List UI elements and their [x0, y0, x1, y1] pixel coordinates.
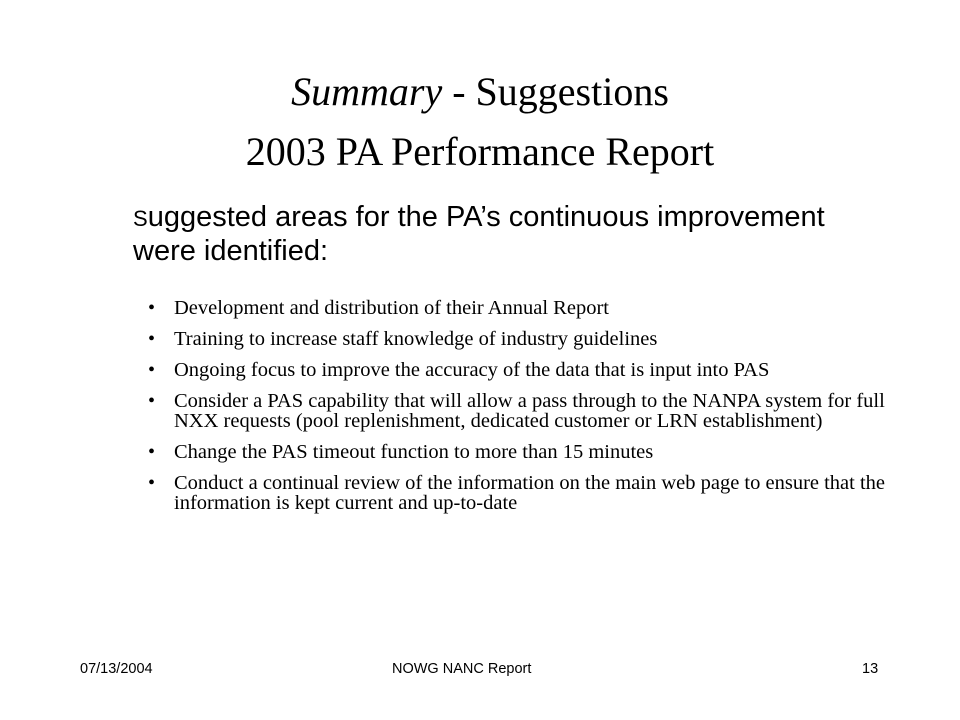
footer-title: NOWG NANC Report	[392, 661, 532, 677]
page-number: 13	[862, 661, 879, 677]
bullet-icon: •	[148, 390, 156, 412]
list-item-text: Training to increase staff knowledge of industry guidelines	[174, 328, 658, 350]
title-line-1	[60, 62, 900, 122]
bullet-icon: •	[148, 472, 156, 494]
slide-title	[60, 62, 900, 182]
list-item-text: Ongoing focus to improve the accuracy of the data that is input into PAS	[174, 359, 770, 381]
title-line-1-rest: - Suggestions	[442, 69, 669, 114]
list-item-text: Change the PAS timeout function to more than 15 minutes	[174, 441, 654, 463]
bullet-icon: •	[148, 359, 156, 381]
list-item	[148, 473, 908, 513]
intro-first-letter: S	[133, 206, 148, 231]
title-italic-word: Summary	[291, 69, 443, 114]
list-item-text: Development and distribution of their Annual Report	[174, 297, 609, 319]
list-item	[148, 442, 908, 462]
bullet-icon: •	[148, 441, 156, 463]
list-item	[148, 298, 908, 318]
intro-rest: uggested areas for the PA’s continuous improvement were identified:	[133, 201, 825, 267]
list-item-text: Conduct a continual review of the information on the main web page to ensure that the information is kept current and up-to-date	[174, 472, 886, 514]
bullet-icon: •	[148, 328, 156, 350]
title-line-2: 2003 PA Performance Report	[245, 129, 715, 174]
list-item	[148, 329, 908, 349]
footer-date: 07/13/2004	[80, 661, 153, 677]
list-item-text: Consider a PAS capability that will allow a pass through to the NANPA system for full NXX requests (pool replenishment, dedicated customer or LRN establishment)	[174, 390, 885, 432]
suggestion-list	[148, 298, 908, 524]
list-item	[148, 391, 908, 431]
bullet-icon: •	[148, 297, 156, 319]
intro-text	[133, 201, 893, 268]
list-item	[148, 360, 908, 380]
